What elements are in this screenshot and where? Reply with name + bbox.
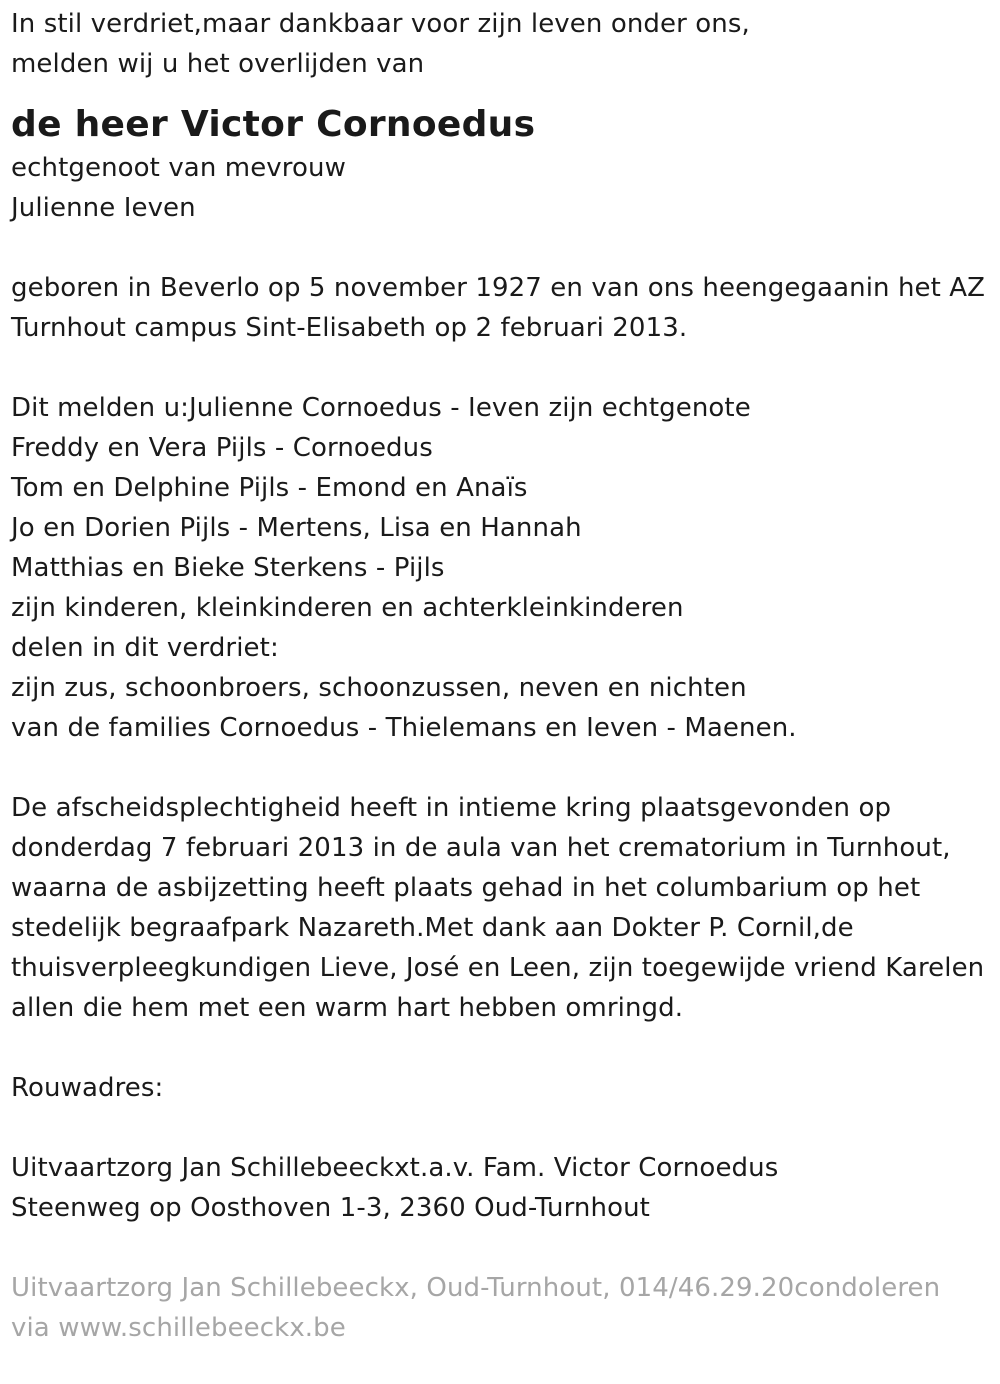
spacer	[11, 228, 991, 268]
birth-paragraph	[11, 268, 991, 348]
spacer	[11, 748, 991, 788]
intro-line: melden wij u het overlijden van	[11, 49, 425, 79]
address-line: Steenweg op Oosthoven 1-3, 2360 Oud-Turnhout	[11, 1193, 650, 1223]
family-line: Freddy en Vera Pijls - Cornoedus	[11, 433, 433, 463]
footer-line: Uitvaartzorg Jan Schillebeeckx, Oud-Turnhout, 014/46.29.20condoleren	[11, 1273, 941, 1303]
spacer	[11, 1228, 991, 1268]
family-line: Dit melden u:Julienne Cornoedus - Ieven zijn echtgenote	[11, 393, 751, 423]
spouse-line: echtgenoot van mevrouw	[11, 153, 346, 183]
ceremony-line: allen die hem met een warm hart hebben omringd.	[11, 993, 684, 1023]
address-paragraph	[11, 1148, 991, 1228]
family-line: Jo en Dorien Pijls - Mertens, Lisa en Hannah	[11, 513, 582, 543]
intro-paragraph	[11, 4, 991, 84]
death-notice	[11, 4, 991, 1348]
family-line: delen in dit verdriet:	[11, 633, 279, 663]
spouse-line: Julienne Ieven	[11, 193, 196, 223]
footer	[11, 1268, 991, 1348]
family-line: zijn kinderen, kleinkinderen en achterkleinkinderen	[11, 593, 684, 623]
ceremony-line: thuisverpleegkundigen Lieve, José en Leen, zijn toegewijde vriend Karelen	[11, 953, 985, 983]
ceremony-line: stedelijk begraafpark Nazareth.Met dank aan Dokter P. Cornil,de	[11, 913, 854, 943]
birth-line: geboren in Beverlo op 5 november 1927 en van ons heengegaanin het AZ	[11, 273, 986, 303]
ceremony-line: De afscheidsplechtigheid heeft in intieme kring plaatsgevonden op	[11, 793, 892, 823]
address-label: Rouwadres:	[11, 1073, 164, 1103]
footer-line: via www.schillebeeckx.be	[11, 1313, 346, 1343]
spouse-paragraph	[11, 148, 991, 228]
ceremony-line: donderdag 7 februari 2013 in de aula van het crematorium in Turnhout,	[11, 833, 951, 863]
deceased-name: de heer Victor Cornoedus	[11, 104, 536, 145]
family-line: Matthias en Bieke Sterkens - Pijls	[11, 553, 445, 583]
intro-line: In stil verdriet,maar dankbaar voor zijn leven onder ons,	[11, 9, 750, 39]
family-line: Tom en Delphine Pijls - Emond en Anaïs	[11, 473, 528, 503]
ceremony-line: waarna de asbijzetting heeft plaats gehad in het columbarium op het	[11, 873, 921, 903]
birth-line: Turnhout campus Sint-Elisabeth op 2 februari 2013.	[11, 313, 688, 343]
spacer	[11, 348, 991, 388]
ceremony-paragraph	[11, 788, 991, 1028]
family-line: van de families Cornoedus - Thielemans en Ieven - Maenen.	[11, 713, 797, 743]
family-line: zijn zus, schoonbroers, schoonzussen, neven en nichten	[11, 673, 747, 703]
spacer	[11, 1108, 991, 1148]
spacer	[11, 1028, 991, 1068]
family-paragraph	[11, 388, 991, 748]
address-line: Uitvaartzorg Jan Schillebeeckxt.a.v. Fam. Victor Cornoedus	[11, 1153, 779, 1183]
